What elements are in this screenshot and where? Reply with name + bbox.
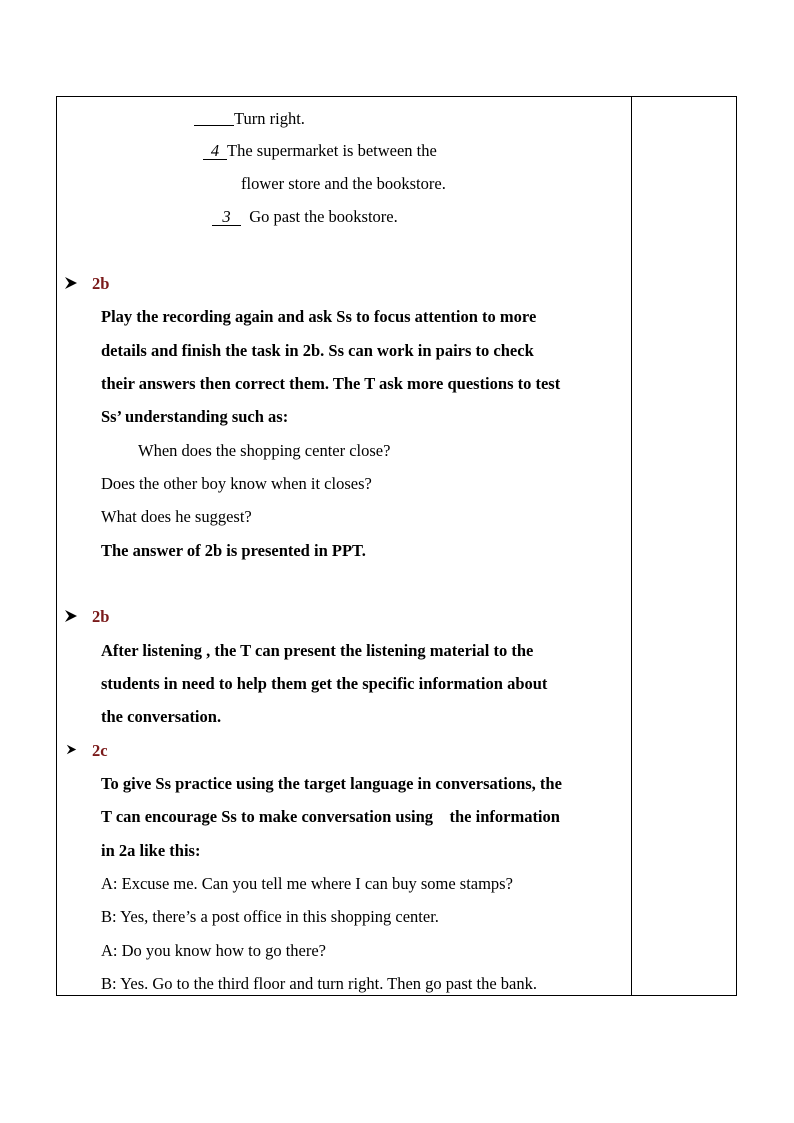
section-heading-2c: 2c <box>92 741 108 760</box>
instruction-line: students in need to help them get the specific information about <box>101 674 548 693</box>
answer-blank[interactable]: 3 <box>212 209 241 226</box>
section-heading-2b: 2b <box>92 607 110 626</box>
instruction-line: To give Ss practice using the target language in conversations, the <box>101 774 562 793</box>
section-heading-2b: 2b <box>92 274 110 293</box>
dialogue-line: A: Do you know how to go there? <box>101 941 327 960</box>
instruction-line: their answers then correct them. The T ask more questions to test <box>101 374 561 393</box>
instruction-line: After listening , the T can present the listening material to the <box>101 641 534 660</box>
dialogue-line: B: Yes, there’s a post office in this shopping center. <box>101 907 439 926</box>
instruction-line: in 2a like this: <box>101 841 201 860</box>
question-line: What does he suggest? <box>101 507 252 526</box>
ordering-item-2: 4 The supermarket is between the <box>203 141 437 161</box>
table-column-divider <box>631 96 632 996</box>
instruction-line: T can encourage Ss to make conversation using the information <box>101 807 560 826</box>
answer-blank[interactable] <box>194 109 234 126</box>
dialogue-line: B: Yes. Go to the third floor and turn right. Then go past the bank. <box>101 974 537 993</box>
instruction-line: Ss’ understanding such as: <box>101 407 289 426</box>
ordering-item-1: Turn right. <box>194 107 305 129</box>
question-line: Does the other boy know when it closes? <box>101 474 372 493</box>
ordering-item-2-continued: flower store and the bookstore. <box>241 174 446 193</box>
question-line: When does the shopping center close? <box>138 441 391 460</box>
answer-blank[interactable]: 4 <box>203 143 227 160</box>
arrowhead-bullet-icon <box>64 276 78 290</box>
instruction-line: Play the recording again and ask Ss to focus attention to more <box>101 307 537 326</box>
arrowhead-bullet-icon <box>66 744 77 755</box>
instruction-line: the conversation. <box>101 707 222 726</box>
arrowhead-bullet-icon <box>64 609 78 623</box>
instruction-line: details and finish the task in 2b. Ss can work in pairs to check <box>101 341 534 360</box>
ordering-item-3: 3 Go past the bookstore. <box>212 207 398 227</box>
dialogue-line: A: Excuse me. Can you tell me where I can buy some stamps? <box>101 874 513 893</box>
instruction-line: The answer of 2b is presented in PPT. <box>101 541 366 560</box>
